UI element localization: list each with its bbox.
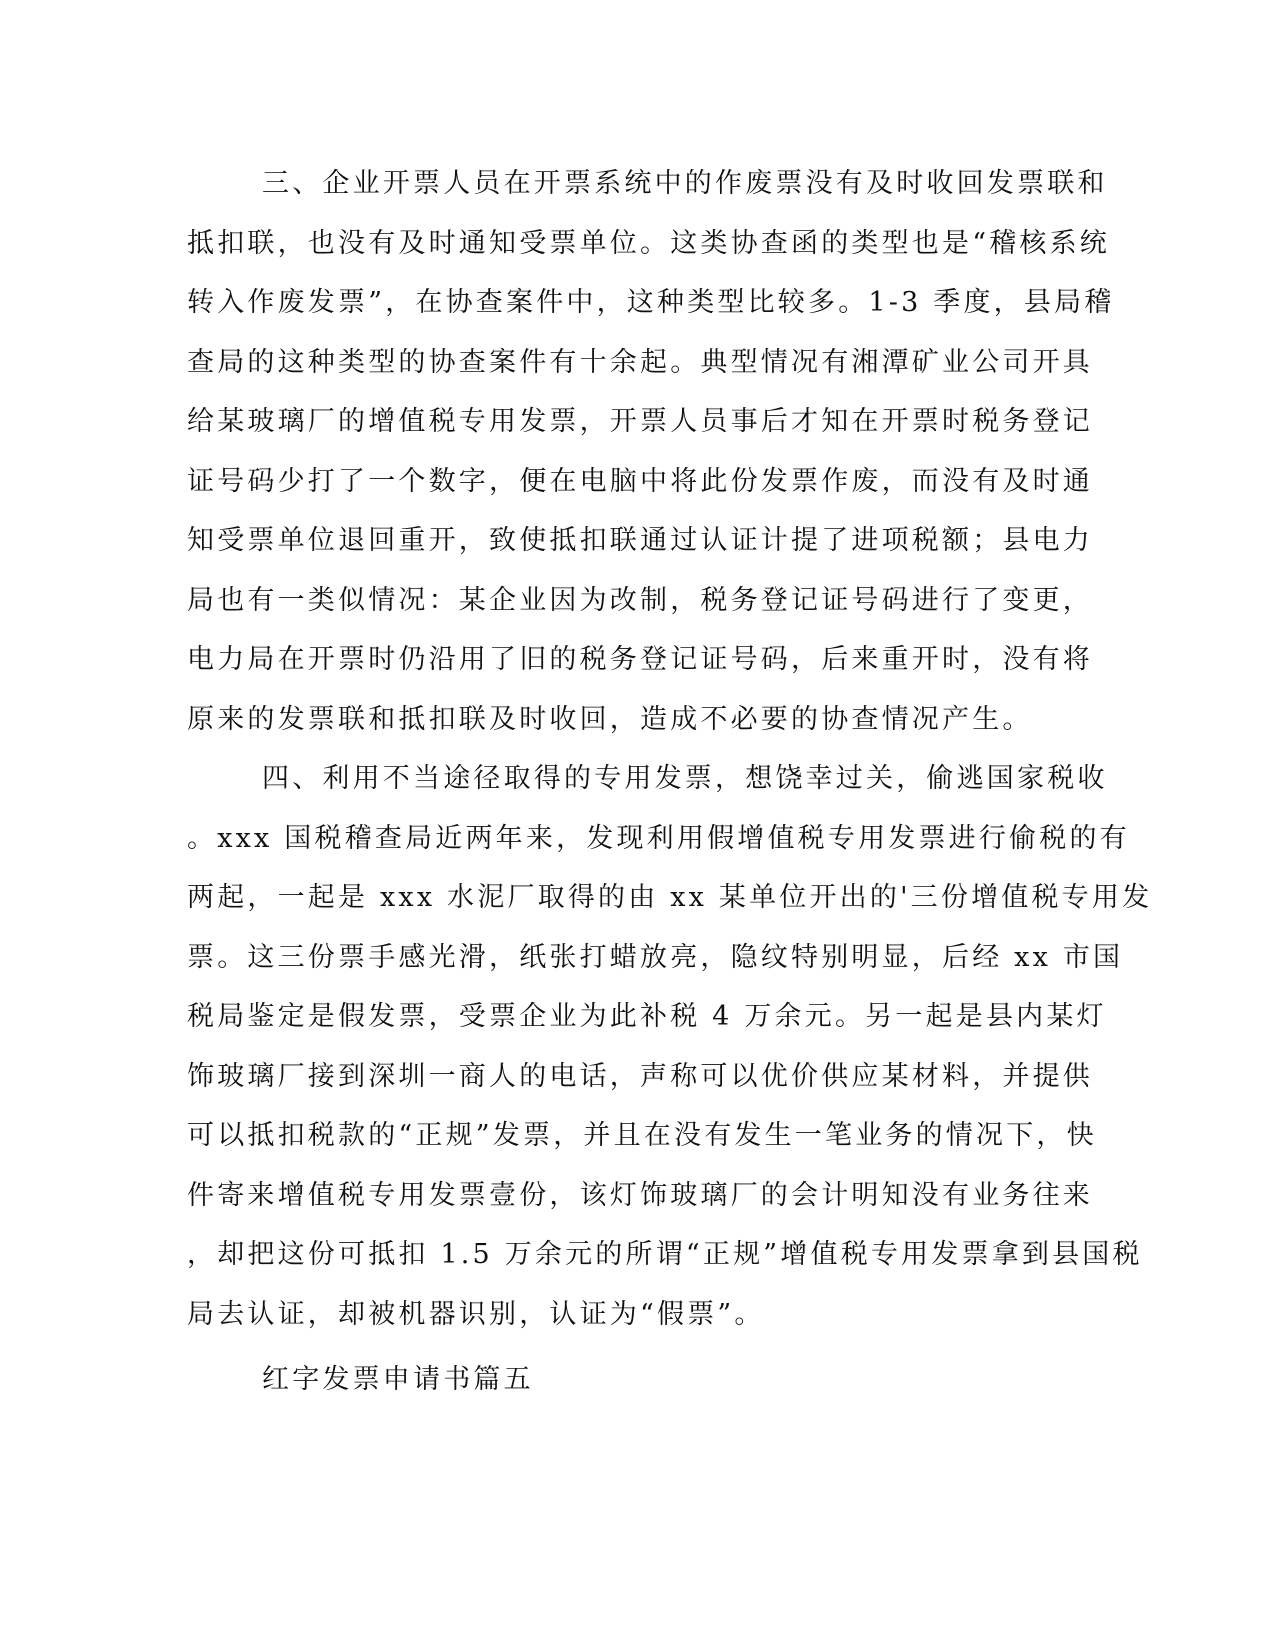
paragraph-line: 查局的这种类型的协查案件有十余起。典型情况有湘潭矿业公司开具 [187,346,1093,378]
paragraph-line: 票。这三份票手感光滑，纸张打蜡放亮，隐纹特别明显，后经 xx 市国 [187,941,1124,973]
paragraph-line: ，却把这份可抵扣 1.5 万余元的所谓“正规”增值税专用发票拿到县国税 [187,1239,1143,1270]
paragraph-line: 件寄来增值税专用发票壹份，该灯饰玻璃厂的会计明知没有业务往来 [187,1179,1093,1211]
paragraph-line: 税局鉴定是假发票，受票企业为此补税 4 万余元。另一起是县内某灯 [187,1001,1107,1032]
paragraph-line: 局也有一类似情况：某企业因为改制，税务登记证号码进行了变更， [187,584,1093,616]
paragraph-line: 知受票单位退回重开，致使抵扣联通过认证计提了进项税额；县电力 [187,525,1093,556]
section-heading: 红字发票申请书篇五 [262,1364,534,1395]
paragraph-line: 原来的发票联和抵扣联及时收回，造成不必要的协查情况产生。 [187,703,1033,735]
paragraph-line: 。xxx 国税稽查局近两年来，发现利用假增值税专用发票进行偷税的有 [187,822,1130,854]
paragraph-line: 三、企业开票人员在开票系统中的作废票没有及时收回发票联和 [262,168,1108,199]
paragraph-4 [187,749,1153,1344]
paragraph-3 [187,154,1115,749]
paragraph-line: 饰玻璃厂接到深圳一商人的电话，声称可以优价供应某材料，并提供 [187,1060,1093,1092]
paragraph-line: 转入作废发票”，在协查案件中，这种类型比较多。1-3 季度，县局稽 [187,287,1115,318]
paragraph-line: 抵扣联，也没有及时通知受票单位。这类协查函的类型也是“稽核系统 [187,227,1111,259]
paragraph-line: 局去认证，却被机器识别，认证为“假票”。 [187,1298,765,1330]
paragraph-line: 证号码少打了一个数字，便在电脑中将此份发票作废，而没有及时通 [187,465,1093,497]
paragraph-line: 四、利用不当途径取得的专用发票，想饶幸过关，偷逃国家税收 [262,763,1108,794]
paragraph-line: 电力局在开票时仍沿用了旧的税务登记证号码，后来重开时，没有将 [187,644,1093,675]
document-body [187,154,1153,1410]
paragraph-line: 可以抵扣税款的“正规”发票，并且在没有发生一笔业务的情况下，快 [187,1120,1097,1151]
paragraph-line: 给某玻璃厂的增值税专用发票，开票人员事后才知在开票时税务登记 [187,406,1093,437]
paragraph-line: 两起，一起是 xxx 水泥厂取得的由 xx 某单位开出的'三份增值税专用发 [187,882,1153,913]
